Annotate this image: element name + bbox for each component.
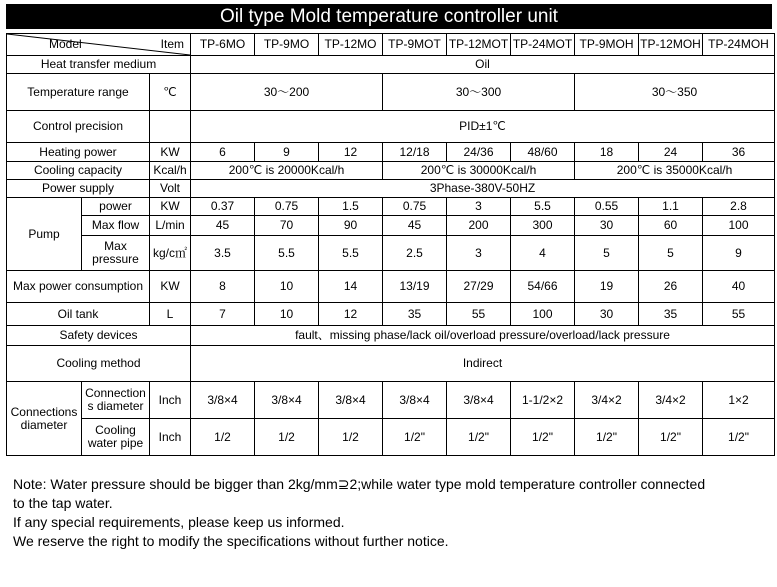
- sub-label-line: s diameter: [87, 399, 144, 413]
- model-name: TP-12MOH: [639, 34, 703, 56]
- model-name: TP-6MO: [191, 34, 255, 56]
- table-cell: 1/2": [383, 419, 447, 456]
- unit-cell: Kcal/h: [150, 162, 191, 180]
- table-row-cooling-water-pipe: [7, 419, 775, 456]
- table-cell: 12: [319, 143, 383, 162]
- table-cell: 0.75: [383, 198, 447, 216]
- sub-label-line: pressure: [92, 252, 139, 266]
- table-cell: 60: [639, 216, 703, 236]
- table-cell: 5.5: [255, 236, 319, 271]
- unit-cell: [150, 111, 191, 143]
- table-cell: 3/4×2: [639, 382, 703, 419]
- model-name: TP-9MO: [255, 34, 319, 56]
- model-label: Model: [49, 37, 82, 51]
- row-label-connections: [7, 382, 82, 456]
- table-cell: 1/2: [191, 419, 255, 456]
- sub-label-line: water pipe: [87, 436, 144, 450]
- table-cell: 45: [191, 216, 255, 236]
- sub-label: [82, 236, 150, 271]
- table-row-oil-tank: [7, 303, 775, 326]
- unit-cell: L/min: [150, 216, 191, 236]
- table-cell: 0.37: [191, 198, 255, 216]
- table-cell: 1×2: [703, 382, 775, 419]
- note-line: Note: Water pressure should be bigger than 2kg/mm⊇2;while water type mold temperature controller connected: [13, 476, 706, 492]
- table-cell: 10: [255, 271, 319, 303]
- unit-cell: Inch: [150, 382, 191, 419]
- table-row-heating-power: [7, 143, 775, 162]
- table-cell: 3/8×4: [191, 382, 255, 419]
- table-cell: 70: [255, 216, 319, 236]
- table-cell: 30～350: [575, 74, 775, 111]
- table-cell: 3: [447, 198, 511, 216]
- page-title: Oil type Mold temperature controller unit: [6, 4, 772, 29]
- table-cell: 1.5: [319, 198, 383, 216]
- sub-label: Max flow: [82, 216, 150, 236]
- model-name: TP-24MOT: [511, 34, 575, 56]
- table-cell: 5: [639, 236, 703, 271]
- row-label: Temperature range: [7, 74, 150, 111]
- table-cell: 26: [639, 271, 703, 303]
- model-name: TP-12MOT: [447, 34, 511, 56]
- sub-label: [82, 419, 150, 456]
- table-row-cooling-method: [7, 346, 775, 382]
- table-row-control-precision: [7, 111, 775, 143]
- model-item-header-cell: [7, 34, 191, 56]
- table-cell: 3/8×4: [383, 382, 447, 419]
- model-name: TP-9MOT: [383, 34, 447, 56]
- table-row-pump-power: [7, 198, 775, 216]
- table-cell: PID±1℃: [191, 111, 775, 143]
- table-row-heat-transfer: [7, 56, 775, 74]
- row-label: Cooling capacity: [7, 162, 150, 180]
- table-cell: 5.5: [319, 236, 383, 271]
- table-cell: 12: [319, 303, 383, 326]
- table-cell: 3/8×4: [447, 382, 511, 419]
- table-cell: 300: [511, 216, 575, 236]
- table-row-pump-max-pressure: [7, 236, 775, 271]
- sub-label: [82, 382, 150, 419]
- table-cell: 1-1/2×2: [511, 382, 575, 419]
- table-cell: 5: [575, 236, 639, 271]
- table-cell: 48/60: [511, 143, 575, 162]
- table-cell: 35: [383, 303, 447, 326]
- table-row-power-supply: [7, 180, 775, 198]
- model-name: TP-12MO: [319, 34, 383, 56]
- table-cell: 10: [255, 303, 319, 326]
- row-label: Oil tank: [7, 303, 150, 326]
- table-cell: 30～300: [383, 74, 575, 111]
- sub-label-line: Cooling: [95, 423, 136, 437]
- table-cell: 6: [191, 143, 255, 162]
- row-label-line: diameter: [20, 417, 68, 432]
- table-cell: 200℃ is 30000Kcal/h: [383, 162, 575, 180]
- unit-cell: kg/c㎡: [150, 236, 191, 271]
- table-cell: fault、missing phase/lack oil/overload pressure/overload/lack pressure: [191, 326, 775, 346]
- table-row-connection-diameter: [7, 382, 775, 419]
- unit-cell: Volt: [150, 180, 191, 198]
- table-cell: 54/66: [511, 271, 575, 303]
- table-cell: 200℃ is 35000Kcal/h: [575, 162, 775, 180]
- table-row-safety-devices: [7, 326, 775, 346]
- table-cell: 9: [255, 143, 319, 162]
- model-name: TP-24MOH: [703, 34, 775, 56]
- note-line: We reserve the right to modify the specifications without further notice.: [13, 533, 449, 549]
- table-cell: Oil: [191, 56, 775, 74]
- table-cell: 14: [319, 271, 383, 303]
- sub-label-line: Connection: [85, 386, 146, 400]
- row-label: Heating power: [7, 143, 150, 162]
- unit-cell: ℃: [150, 74, 191, 111]
- unit-cell: KW: [150, 143, 191, 162]
- table-cell: 0.55: [575, 198, 639, 216]
- table-cell: 1/2: [255, 419, 319, 456]
- table-cell: 3/4×2: [575, 382, 639, 419]
- spec-table: [6, 33, 775, 456]
- table-row-temperature-range: [7, 74, 775, 111]
- table-cell: 5.5: [511, 198, 575, 216]
- note-line: If any special requirements, please keep us informed.: [13, 514, 345, 530]
- table-cell: 1.1: [639, 198, 703, 216]
- table-row-header: [7, 34, 775, 56]
- table-cell: 200: [447, 216, 511, 236]
- table-cell: 3.5: [191, 236, 255, 271]
- sub-label-line: Max: [104, 239, 127, 253]
- table-cell: 1/2: [319, 419, 383, 456]
- row-label: Heat transfer medium: [7, 56, 191, 74]
- table-cell: 0.75: [255, 198, 319, 216]
- table-cell: 40: [703, 271, 775, 303]
- table-cell: 90: [319, 216, 383, 236]
- table-cell: 3/8×4: [255, 382, 319, 419]
- table-cell: 18: [575, 143, 639, 162]
- table-cell: 2.5: [383, 236, 447, 271]
- table-cell: 1/2": [511, 419, 575, 456]
- table-row-pump-max-flow: [7, 216, 775, 236]
- table-cell: 8: [191, 271, 255, 303]
- table-cell: 3: [447, 236, 511, 271]
- unit-cell: KW: [150, 271, 191, 303]
- table-cell: 30～200: [191, 74, 383, 111]
- table-cell: Indirect: [191, 346, 775, 382]
- row-label-pump: Pump: [7, 198, 82, 271]
- unit-cell: Inch: [150, 419, 191, 456]
- table-cell: 30: [575, 303, 639, 326]
- table-cell: 12/18: [383, 143, 447, 162]
- table-cell: 30: [575, 216, 639, 236]
- row-label: Cooling method: [7, 346, 191, 382]
- table-cell: 9: [703, 236, 775, 271]
- table-cell: 200℃ is 20000Kcal/h: [191, 162, 383, 180]
- table-cell: 3/8×4: [319, 382, 383, 419]
- table-cell: 55: [703, 303, 775, 326]
- table-cell: 7: [191, 303, 255, 326]
- unit-cell: KW: [150, 198, 191, 216]
- model-name: TP-9MOH: [575, 34, 639, 56]
- table-cell: 24: [639, 143, 703, 162]
- table-cell: 100: [703, 216, 775, 236]
- table-cell: 55: [447, 303, 511, 326]
- note-line: to the tap water.: [13, 495, 113, 511]
- row-label-line: Connections: [10, 404, 78, 419]
- table-cell: 19: [575, 271, 639, 303]
- table-cell: 1/2": [639, 419, 703, 456]
- table-cell: 45: [383, 216, 447, 236]
- unit-cell: L: [150, 303, 191, 326]
- row-label: Power supply: [7, 180, 150, 198]
- row-label: Max power consumption: [7, 271, 150, 303]
- table-cell: 1/2": [447, 419, 511, 456]
- sub-label: power: [82, 198, 150, 216]
- notes-block: [13, 475, 763, 551]
- table-row-cooling-capacity: [7, 162, 775, 180]
- table-cell: 2.8: [703, 198, 775, 216]
- table-cell: 1/2": [575, 419, 639, 456]
- table-cell: 36: [703, 143, 775, 162]
- table-row-max-power: [7, 271, 775, 303]
- table-cell: 27/29: [447, 271, 511, 303]
- table-cell: 1/2": [703, 419, 775, 456]
- table-cell: 24/36: [447, 143, 511, 162]
- table-cell: 35: [639, 303, 703, 326]
- row-label: Safety devices: [7, 326, 191, 346]
- table-cell: 100: [511, 303, 575, 326]
- table-cell: 13/19: [383, 271, 447, 303]
- table-cell: 3Phase-380V-50HZ: [191, 180, 775, 198]
- row-label: Control precision: [7, 111, 150, 143]
- item-label: Item: [160, 37, 185, 51]
- table-cell: 4: [511, 236, 575, 271]
